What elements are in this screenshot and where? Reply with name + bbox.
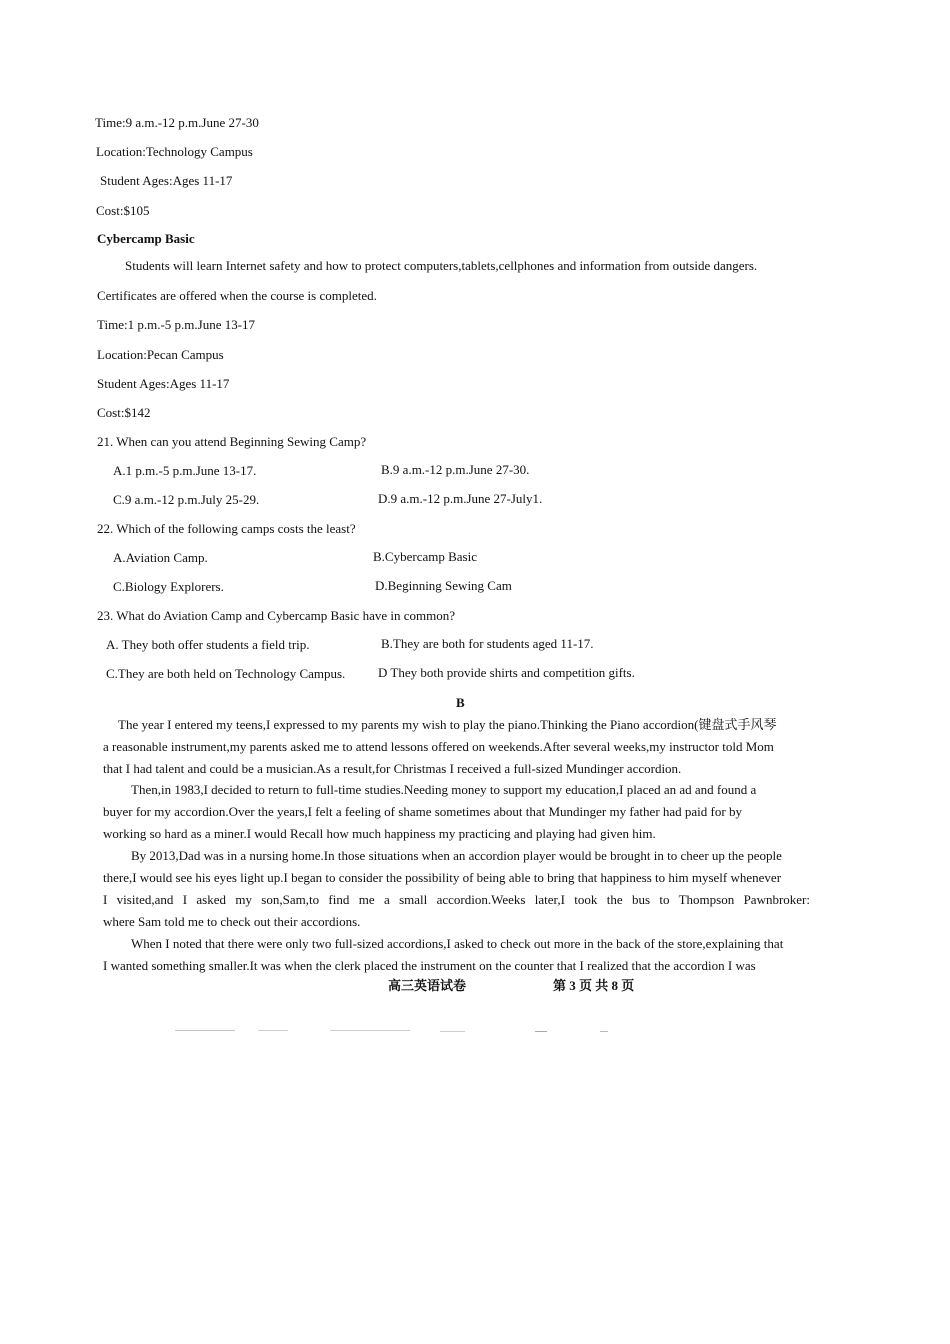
passage-p2-line3: working so hard as a miner.I would Recall how much happiness my practicing and playing had given him. [103,826,656,841]
question-22-option-c: C.Biology Explorers. [113,579,224,594]
passage-p4-line1: When I noted that there were only two full-sized accordions,I asked to check out more in the back of the store,explaining that [131,936,784,951]
passage-p1-line2: a reasonable instrument,my parents asked me to attend lessons offered on weekends.After several weeks,my instructor told Mom [103,739,774,754]
passage-p1-line1: The year I entered my teens,I expressed to my parents my wish to play the piano.Thinking the Piano accordion(键盘式手风琴 [118,717,777,732]
scan-artifact [330,1030,410,1031]
footer-exam-name: 高三英语试卷 [388,978,467,993]
question-21-option-d: D.9 a.m.-12 p.m.June 27-July1. [378,491,543,506]
passage-p1-line3: that I had talent and could be a musician.As a result,for Christmas I received a full-sized Mundinger accordion. [103,761,682,776]
cybercamp-description-line1: Students will learn Internet safety and how to protect computers,tablets,cellphones and information from outside dangers. [125,258,758,273]
prev-camp-location: Location:Technology Campus [96,144,253,159]
question-22-option-d: D.Beginning Sewing Cam [375,578,512,593]
passage-p3-line2: there,I would see his eyes light up.I began to consider the possibility of being able to bring that happiness to him myself whenever [103,870,782,885]
passage-p3-line3: I visited,and I asked my son,Sam,to find me a small accordion.Weeks later,I took the bus to Thompson Pawnbroker: [103,892,810,907]
passage-p3-line1: By 2013,Dad was in a nursing home.In those situations when an accordion player would be brought in to cheer up the people [131,848,782,863]
question-21-stem: 21. When can you attend Beginning Sewing Camp? [97,434,367,449]
scan-artifact [600,1031,608,1032]
prev-camp-ages: Student Ages:Ages 11-17 [100,173,233,188]
scan-artifact [440,1031,465,1032]
question-22-option-b: B.Cybercamp Basic [373,549,477,564]
cybercamp-description-line2: Certificates are offered when the course is completed. [97,288,377,303]
scan-artifact [175,1030,235,1031]
question-23-stem: 23. What do Aviation Camp and Cybercamp Basic have in common? [97,608,456,623]
cybercamp-time: Time:1 p.m.-5 p.m.June 13-17 [97,317,256,332]
question-21-option-c: C.9 a.m.-12 p.m.July 25-29. [113,492,260,507]
question-21-option-b: B.9 a.m.-12 p.m.June 27-30. [381,462,530,477]
question-22-option-a: A.Aviation Camp. [113,550,208,565]
passage-p2-line1: Then,in 1983,I decided to return to full-time studies.Needing money to support my education,I placed an ad and found a [131,782,757,797]
section-b-heading: B [456,695,465,710]
question-23-option-c: C.They are both held on Technology Campus. [106,666,346,681]
passage-p3-line4: where Sam told me to check out their accordions. [103,914,361,929]
question-23-option-b: B.They are both for students aged 11-17. [381,636,594,651]
question-23-option-a: A. They both offer students a field trip. [106,637,310,652]
cybercamp-cost: Cost:$142 [97,405,151,420]
footer-page-number: 第 3 页 共 8 页 [553,978,635,993]
question-22-stem: 22. Which of the following camps costs the least? [97,521,356,536]
scan-artifact [535,1031,547,1032]
cybercamp-ages: Student Ages:Ages 11-17 [97,376,230,391]
passage-p4-line2: I wanted something smaller.It was when the clerk placed the instrument on the counter that I realized that the accordion I was [103,958,756,973]
question-21-option-a: A.1 p.m.-5 p.m.June 13-17. [113,463,257,478]
scan-artifact [258,1030,288,1031]
passage-p2-line2: buyer for my accordion.Over the years,I felt a feeling of shame sometimes about that Mundinger my father had paid for by [103,804,742,819]
cybercamp-location: Location:Pecan Campus [97,347,224,362]
prev-camp-time: Time:9 a.m.-12 p.m.June 27-30 [95,115,259,130]
prev-camp-cost: Cost:$105 [96,203,150,218]
cybercamp-title: Cybercamp Basic [97,231,195,246]
question-23-option-d: D They both provide shirts and competition gifts. [378,665,635,680]
